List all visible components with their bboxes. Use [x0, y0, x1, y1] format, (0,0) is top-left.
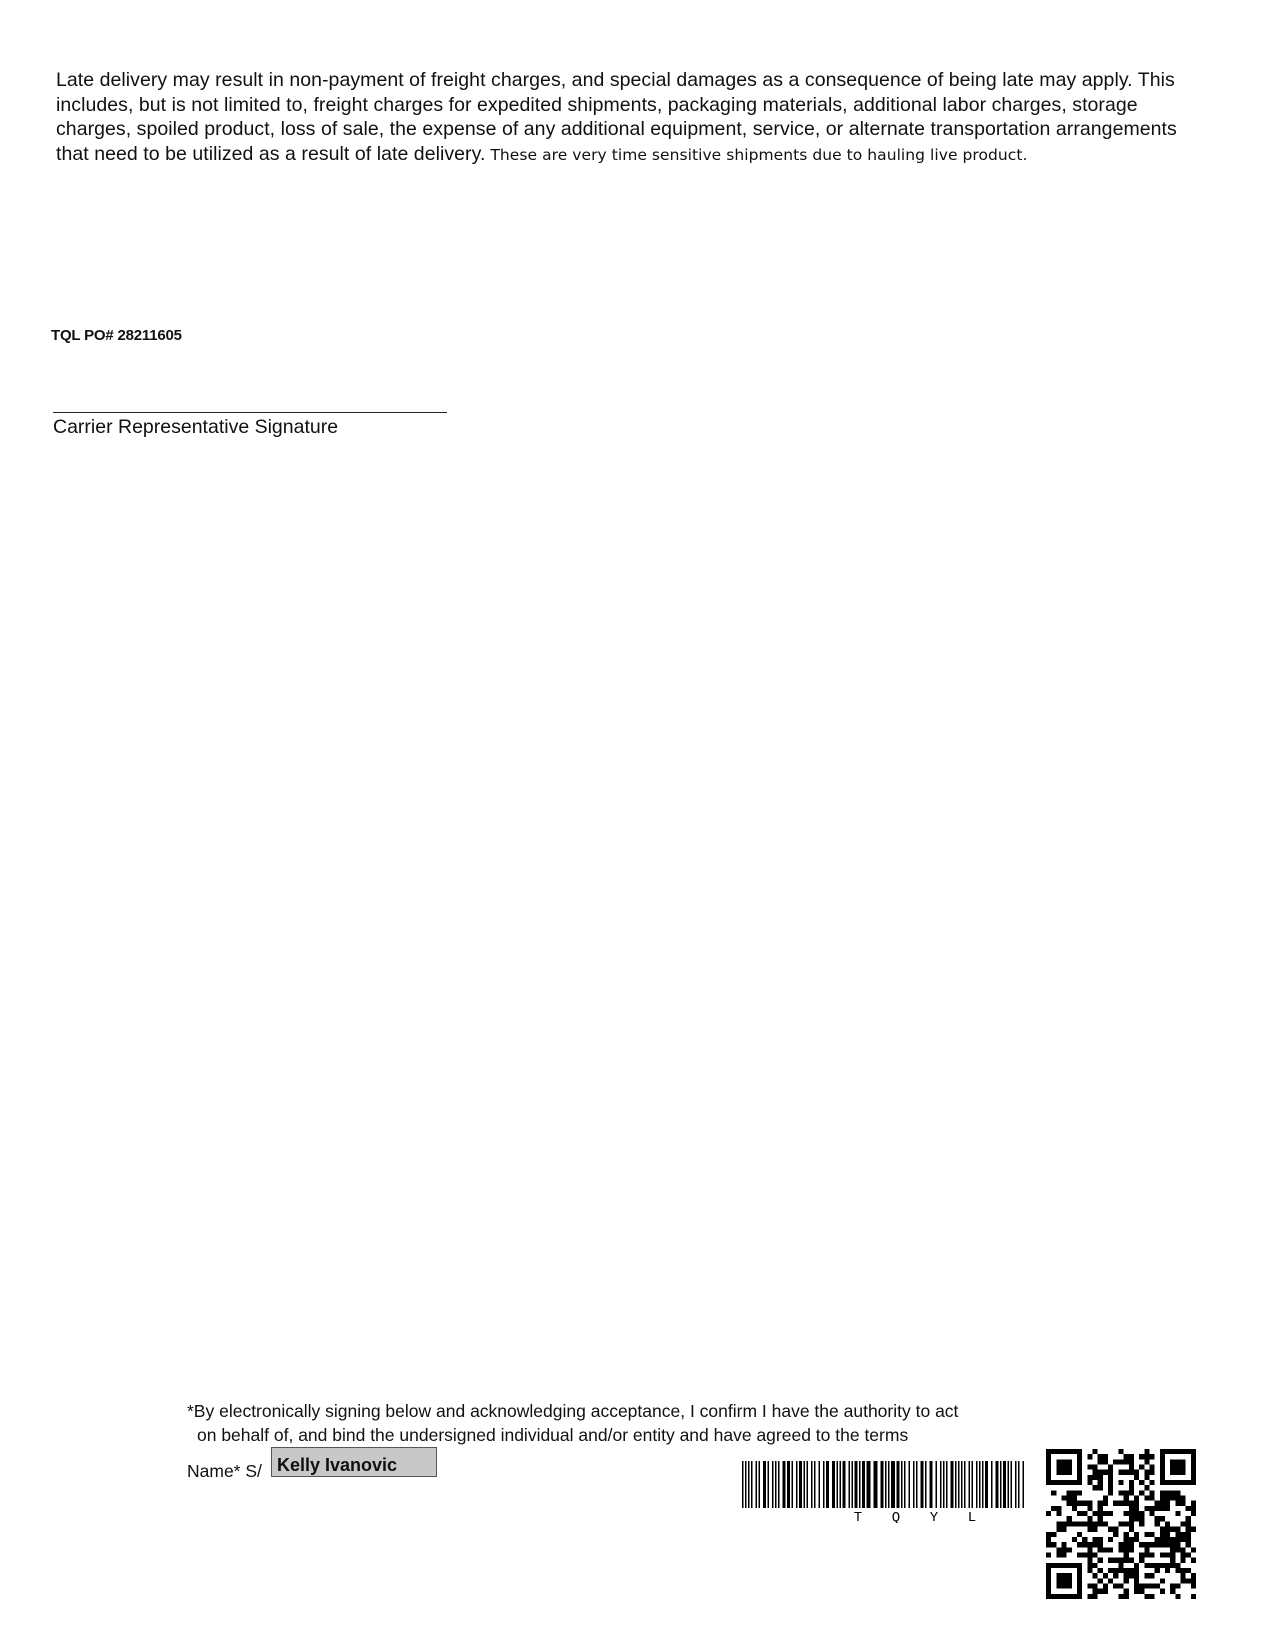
acknowledgement-line-1: *By electronically signing below and acknowledging acceptance, I confirm I have the authority to act: [187, 1401, 959, 1421]
barcode-char: L: [967, 1510, 977, 1523]
qr-code-modules: [1046, 1449, 1196, 1599]
barcode-char: T: [853, 1510, 863, 1523]
signature-line: [53, 412, 447, 413]
name-signature-field[interactable]: Kelly Ivanovic: [271, 1447, 437, 1477]
acknowledgement-line-2: on behalf of, and bind the undersigned individual and/or entity and have agreed to the terms: [197, 1424, 909, 1445]
barcode-text: [854, 1510, 976, 1523]
po-number: TQL PO# 28211605: [51, 327, 182, 344]
name-label: Name* S/: [187, 1461, 262, 1481]
signature-caption: Carrier Representative Signature: [53, 416, 339, 438]
barcode-bars: [742, 1461, 1024, 1508]
barcode-char: Y: [929, 1510, 939, 1523]
barcode-image: [742, 1461, 1027, 1523]
terms-paragraph: [56, 68, 1206, 166]
terms-note-text: These are very time sensitive shipments due to hauling live product.: [485, 145, 1028, 164]
barcode-char: Q: [891, 1510, 901, 1523]
qr-code-image: [1046, 1449, 1196, 1599]
terms-main-text: Late delivery may result in non-payment of freight charges, and special damages as a consequence of being late may apply. This includes, but is not limited to, freight charges for expedited shipments, packaging materials, additional labor charges, storage charges, spoiled product, loss of sale, the expense of any additional equipment, service, or alternate transportation arrangements that need to be utilized as a result of late delivery.: [56, 69, 1177, 165]
acknowledgement-text: [187, 1400, 958, 1447]
